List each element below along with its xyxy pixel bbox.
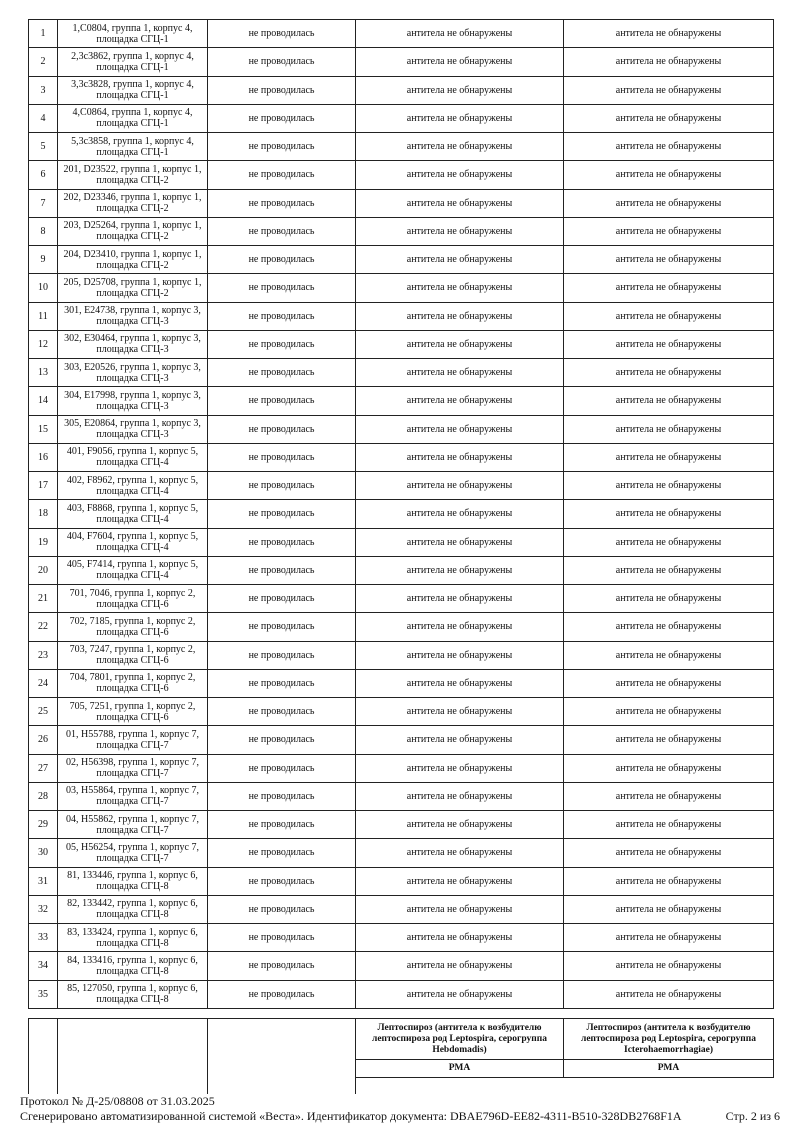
table-row [29,217,774,245]
table-row [29,669,774,697]
row-number: 31 [29,867,58,895]
row-number: 8 [29,217,58,245]
result-hebdomadis: антитела не обнаружены [356,189,564,217]
row-number: 9 [29,246,58,274]
row-number: 22 [29,613,58,641]
result-hebdomadis: антитела не обнаружены [356,867,564,895]
row-number: 16 [29,443,58,471]
sample-id: 83, 133424, группа 1, корпус 6, площадка СГЦ-8 [58,924,208,952]
table-row [29,302,774,330]
sample-id: 704, 7801, группа 1, корпус 2, площадка СГЦ-6 [58,669,208,697]
table-row [29,415,774,443]
test-status: не проводилась [208,217,356,245]
test-status: не проводилась [208,698,356,726]
sample-id: 03, H55864, группа 1, корпус 7, площадка СГЦ-7 [58,782,208,810]
table-row [29,443,774,471]
test-status: не проводилась [208,500,356,528]
result-hebdomadis: антитела не обнаружены [356,811,564,839]
result-hebdomadis: антитела не обнаружены [356,161,564,189]
result-hebdomadis: антитела не обнаружены [356,472,564,500]
sample-id: 3,3с3828, группа 1, корпус 4, площадка СГЦ-1 [58,76,208,104]
sample-id: 305, E20864, группа 1, корпус 3, площадка СГЦ-3 [58,415,208,443]
result-hebdomadis: антитела не обнаружены [356,104,564,132]
result-icterohaemorrhagiae: антитела не обнаружены [564,952,774,980]
sample-id: 201, D23522, группа 1, корпус 1, площадка СГЦ-2 [58,161,208,189]
table-row [29,104,774,132]
test-status: не проводилась [208,839,356,867]
sample-id: 301, E24738, группа 1, корпус 3, площадка СГЦ-3 [58,302,208,330]
sample-id: 05, H56254, группа 1, корпус 7, площадка СГЦ-7 [58,839,208,867]
test-status: не проводилась [208,387,356,415]
sample-id: 404, F7604, группа 1, корпус 5, площадка СГЦ-4 [58,528,208,556]
result-icterohaemorrhagiae: антитела не обнаружены [564,217,774,245]
table-row [29,189,774,217]
result-icterohaemorrhagiae: антитела не обнаружены [564,76,774,104]
test-status: не проводилась [208,472,356,500]
table-row [29,48,774,76]
result-icterohaemorrhagiae: антитела не обнаружены [564,246,774,274]
result-icterohaemorrhagiae: антитела не обнаружены [564,302,774,330]
table-row [29,980,774,1008]
table-row [29,76,774,104]
result-hebdomadis: антитела не обнаружены [356,330,564,358]
result-icterohaemorrhagiae: антитела не обнаружены [564,895,774,923]
results-table [28,19,774,1009]
row-number: 12 [29,330,58,358]
test-status: не проводилась [208,669,356,697]
result-hebdomadis: антитела не обнаружены [356,952,564,980]
table-row [29,472,774,500]
table-row [29,782,774,810]
result-hebdomadis: антитела не обнаружены [356,754,564,782]
result-icterohaemorrhagiae: антитела не обнаружены [564,528,774,556]
result-icterohaemorrhagiae: антитела не обнаружены [564,359,774,387]
result-hebdomadis: антитела не обнаружены [356,669,564,697]
row-number: 4 [29,104,58,132]
row-number: 13 [29,359,58,387]
sample-id: 705, 7251, группа 1, корпус 2, площадка СГЦ-6 [58,698,208,726]
table-line [28,1076,29,1094]
result-icterohaemorrhagiae: антитела не обнаружены [564,867,774,895]
next-page-table-header [28,1018,774,1078]
row-number: 14 [29,387,58,415]
row-number: 1 [29,20,58,48]
test-status: не проводилась [208,528,356,556]
test-status: не проводилась [208,48,356,76]
table-row [29,528,774,556]
sample-id: 302, E30464, группа 1, корпус 3, площадка СГЦ-3 [58,330,208,358]
result-hebdomadis: антитела не обнаружены [356,641,564,669]
test-status: не проводилась [208,161,356,189]
test-status: не проводилась [208,952,356,980]
sample-id: 303, E20526, группа 1, корпус 3, площадка СГЦ-3 [58,359,208,387]
sample-id: 401, F9056, группа 1, корпус 5, площадка СГЦ-4 [58,443,208,471]
row-number: 29 [29,811,58,839]
sample-id: 85, 127050, группа 1, корпус 6, площадка СГЦ-8 [58,980,208,1008]
test-status: не проводилась [208,754,356,782]
result-hebdomadis: антитела не обнаружены [356,839,564,867]
sample-id: 205, D25708, группа 1, корпус 1, площадка СГЦ-2 [58,274,208,302]
sample-id: 304, E17998, группа 1, корпус 3, площадка СГЦ-3 [58,387,208,415]
result-icterohaemorrhagiae: антитела не обнаружены [564,443,774,471]
row-number: 15 [29,415,58,443]
result-icterohaemorrhagiae: антитела не обнаружены [564,641,774,669]
sample-id: 703, 7247, группа 1, корпус 2, площадка СГЦ-6 [58,641,208,669]
result-icterohaemorrhagiae: антитела не обнаружены [564,20,774,48]
row-number: 23 [29,641,58,669]
test-status: не проводилась [208,133,356,161]
result-hebdomadis: антитела не обнаружены [356,246,564,274]
row-number: 5 [29,133,58,161]
result-icterohaemorrhagiae: антитела не обнаружены [564,500,774,528]
result-icterohaemorrhagiae: антитела не обнаружены [564,754,774,782]
table-row [29,867,774,895]
table-row [29,613,774,641]
test-status: не проводилась [208,20,356,48]
result-hebdomadis: антитела не обнаружены [356,782,564,810]
table-row [29,754,774,782]
test-status: не проводилась [208,189,356,217]
sample-id: 04, H55862, группа 1, корпус 7, площадка СГЦ-7 [58,811,208,839]
sample-id: 405, F7414, группа 1, корпус 5, площадка СГЦ-4 [58,556,208,584]
test-status: не проводилась [208,330,356,358]
page-number: Стр. 2 из 6 [725,1109,780,1123]
row-number: 3 [29,76,58,104]
test-status: не проводилась [208,867,356,895]
result-icterohaemorrhagiae: антитела не обнаружены [564,698,774,726]
test-status: не проводилась [208,585,356,613]
method-hebdomadis: РМА [356,1060,564,1078]
result-icterohaemorrhagiae: антитела не обнаружены [564,104,774,132]
result-icterohaemorrhagiae: антитела не обнаружены [564,782,774,810]
table-row [29,20,774,48]
result-hebdomadis: антитела не обнаружены [356,556,564,584]
result-icterohaemorrhagiae: антитела не обнаружены [564,811,774,839]
result-hebdomadis: антитела не обнаружены [356,585,564,613]
test-status: не проводилась [208,641,356,669]
sample-id: 403, F8868, группа 1, корпус 5, площадка СГЦ-4 [58,500,208,528]
sample-id: 81, 133446, группа 1, корпус 6, площадка СГЦ-8 [58,867,208,895]
table-row [29,387,774,415]
table-row [29,246,774,274]
result-icterohaemorrhagiae: антитела не обнаружены [564,980,774,1008]
result-hebdomadis: антитела не обнаружены [356,274,564,302]
test-status: не проводилась [208,895,356,923]
row-number: 25 [29,698,58,726]
empty-cell [58,1019,208,1078]
sample-id: 5,3с3858, группа 1, корпус 4, площадка СГЦ-1 [58,133,208,161]
table-row [29,161,774,189]
result-icterohaemorrhagiae: антитела не обнаружены [564,387,774,415]
row-number: 19 [29,528,58,556]
sample-id: 701, 7046, группа 1, корпус 2, площадка СГЦ-6 [58,585,208,613]
sample-id: 02, H56398, группа 1, корпус 7, площадка СГЦ-7 [58,754,208,782]
table-row [29,952,774,980]
result-hebdomadis: антитела не обнаружены [356,359,564,387]
generated-note: Сгенерировано автоматизированной системой «Веста». Идентификатор документа: DBAE796D-EE82-4311-B510-328DB2768F1A [20,1109,682,1123]
table-line [355,1076,356,1094]
result-hebdomadis: антитела не обнаружены [356,20,564,48]
sample-id: 202, D23346, группа 1, корпус 1, площадка СГЦ-2 [58,189,208,217]
table-row [29,330,774,358]
result-icterohaemorrhagiae: антитела не обнаружены [564,274,774,302]
result-icterohaemorrhagiae: антитела не обнаружены [564,585,774,613]
result-hebdomadis: антитела не обнаружены [356,980,564,1008]
result-hebdomadis: антитела не обнаружены [356,500,564,528]
sample-id: 2,3с3862, группа 1, корпус 4, площадка СГЦ-1 [58,48,208,76]
result-hebdomadis: антитела не обнаружены [356,924,564,952]
test-status: не проводилась [208,924,356,952]
sample-id: 203, D25264, группа 1, корпус 1, площадка СГЦ-2 [58,217,208,245]
table-line [207,1076,208,1094]
sample-id: 402, F8962, группа 1, корпус 5, площадка СГЦ-4 [58,472,208,500]
result-icterohaemorrhagiae: антитела не обнаружены [564,415,774,443]
sample-id: 1,C0804, группа 1, корпус 4, площадка СГЦ-1 [58,20,208,48]
row-number: 26 [29,726,58,754]
test-status: не проводилась [208,76,356,104]
test-status: не проводилась [208,726,356,754]
table-row [29,811,774,839]
test-status: не проводилась [208,443,356,471]
table-row [29,500,774,528]
result-hebdomadis: антитела не обнаружены [356,895,564,923]
result-icterohaemorrhagiae: антитела не обнаружены [564,726,774,754]
result-icterohaemorrhagiae: антитела не обнаружены [564,48,774,76]
method-icterohaemorrhagiae: РМА [564,1060,774,1078]
test-status: не проводилась [208,782,356,810]
table-row [29,585,774,613]
empty-cell [208,1019,356,1078]
result-icterohaemorrhagiae: антитела не обнаружены [564,472,774,500]
result-icterohaemorrhagiae: антитела не обнаружены [564,161,774,189]
result-hebdomadis: антитела не обнаружены [356,528,564,556]
result-icterohaemorrhagiae: антитела не обнаружены [564,613,774,641]
test-status: не проводилась [208,104,356,132]
column-header-icterohaemorrhagiae: Лептоспироз (антитела к возбудителю лептоспироза род Leptospira, серогруппа Icterohaemorrhagiae) [564,1019,774,1060]
table-row [29,839,774,867]
test-status: не проводилась [208,811,356,839]
sample-id: 702, 7185, группа 1, корпус 2, площадка СГЦ-6 [58,613,208,641]
table-row [29,274,774,302]
test-status: не проводилась [208,613,356,641]
row-number: 11 [29,302,58,330]
row-number: 30 [29,839,58,867]
test-status: не проводилась [208,415,356,443]
row-number: 24 [29,669,58,697]
result-hebdomadis: антитела не обнаружены [356,698,564,726]
row-number: 17 [29,472,58,500]
test-status: не проводилась [208,274,356,302]
empty-cell [29,1019,58,1078]
result-icterohaemorrhagiae: антитела не обнаружены [564,839,774,867]
table-row [29,895,774,923]
test-status: не проводилась [208,246,356,274]
table-row [29,924,774,952]
result-icterohaemorrhagiae: антитела не обнаружены [564,669,774,697]
result-hebdomadis: антитела не обнаружены [356,48,564,76]
row-number: 6 [29,161,58,189]
row-number: 35 [29,980,58,1008]
result-icterohaemorrhagiae: антитела не обнаружены [564,133,774,161]
result-hebdomadis: антитела не обнаружены [356,443,564,471]
result-hebdomadis: антитела не обнаружены [356,726,564,754]
table-row [29,133,774,161]
sample-id: 82, 133442, группа 1, корпус 6, площадка СГЦ-8 [58,895,208,923]
sample-id: 204, D23410, группа 1, корпус 1, площадка СГЦ-2 [58,246,208,274]
row-number: 7 [29,189,58,217]
result-hebdomadis: антитела не обнаружены [356,302,564,330]
row-number: 18 [29,500,58,528]
result-hebdomadis: антитела не обнаружены [356,415,564,443]
sample-id: 4,C0864, группа 1, корпус 4, площадка СГЦ-1 [58,104,208,132]
test-status: не проводилась [208,556,356,584]
test-status: не проводилась [208,359,356,387]
test-status: не проводилась [208,980,356,1008]
test-status: не проводилась [208,302,356,330]
table-line [57,1076,58,1094]
result-icterohaemorrhagiae: антитела не обнаружены [564,924,774,952]
table-row [29,641,774,669]
result-icterohaemorrhagiae: антитела не обнаружены [564,330,774,358]
result-hebdomadis: антитела не обнаружены [356,217,564,245]
row-number: 28 [29,782,58,810]
row-number: 10 [29,274,58,302]
table-row [29,556,774,584]
result-hebdomadis: антитела не обнаружены [356,76,564,104]
result-icterohaemorrhagiae: антитела не обнаружены [564,189,774,217]
row-number: 34 [29,952,58,980]
table-row [29,698,774,726]
sample-id: 84, 133416, группа 1, корпус 6, площадка СГЦ-8 [58,952,208,980]
result-hebdomadis: антитела не обнаружены [356,613,564,641]
row-number: 2 [29,48,58,76]
sample-id: 01, H55788, группа 1, корпус 7, площадка СГЦ-7 [58,726,208,754]
row-number: 32 [29,895,58,923]
row-number: 20 [29,556,58,584]
row-number: 27 [29,754,58,782]
result-icterohaemorrhagiae: антитела не обнаружены [564,556,774,584]
table-row [29,726,774,754]
result-hebdomadis: антитела не обнаружены [356,133,564,161]
table-row [29,359,774,387]
protocol-number: Протокол № Д-25/08808 от 31.03.2025 [20,1094,215,1108]
result-hebdomadis: антитела не обнаружены [356,387,564,415]
row-number: 21 [29,585,58,613]
row-number: 33 [29,924,58,952]
column-header-hebdomadis: Лептоспироз (антитела к возбудителю лептоспироза род Leptospira, серогруппа Hebdomadis) [356,1019,564,1060]
